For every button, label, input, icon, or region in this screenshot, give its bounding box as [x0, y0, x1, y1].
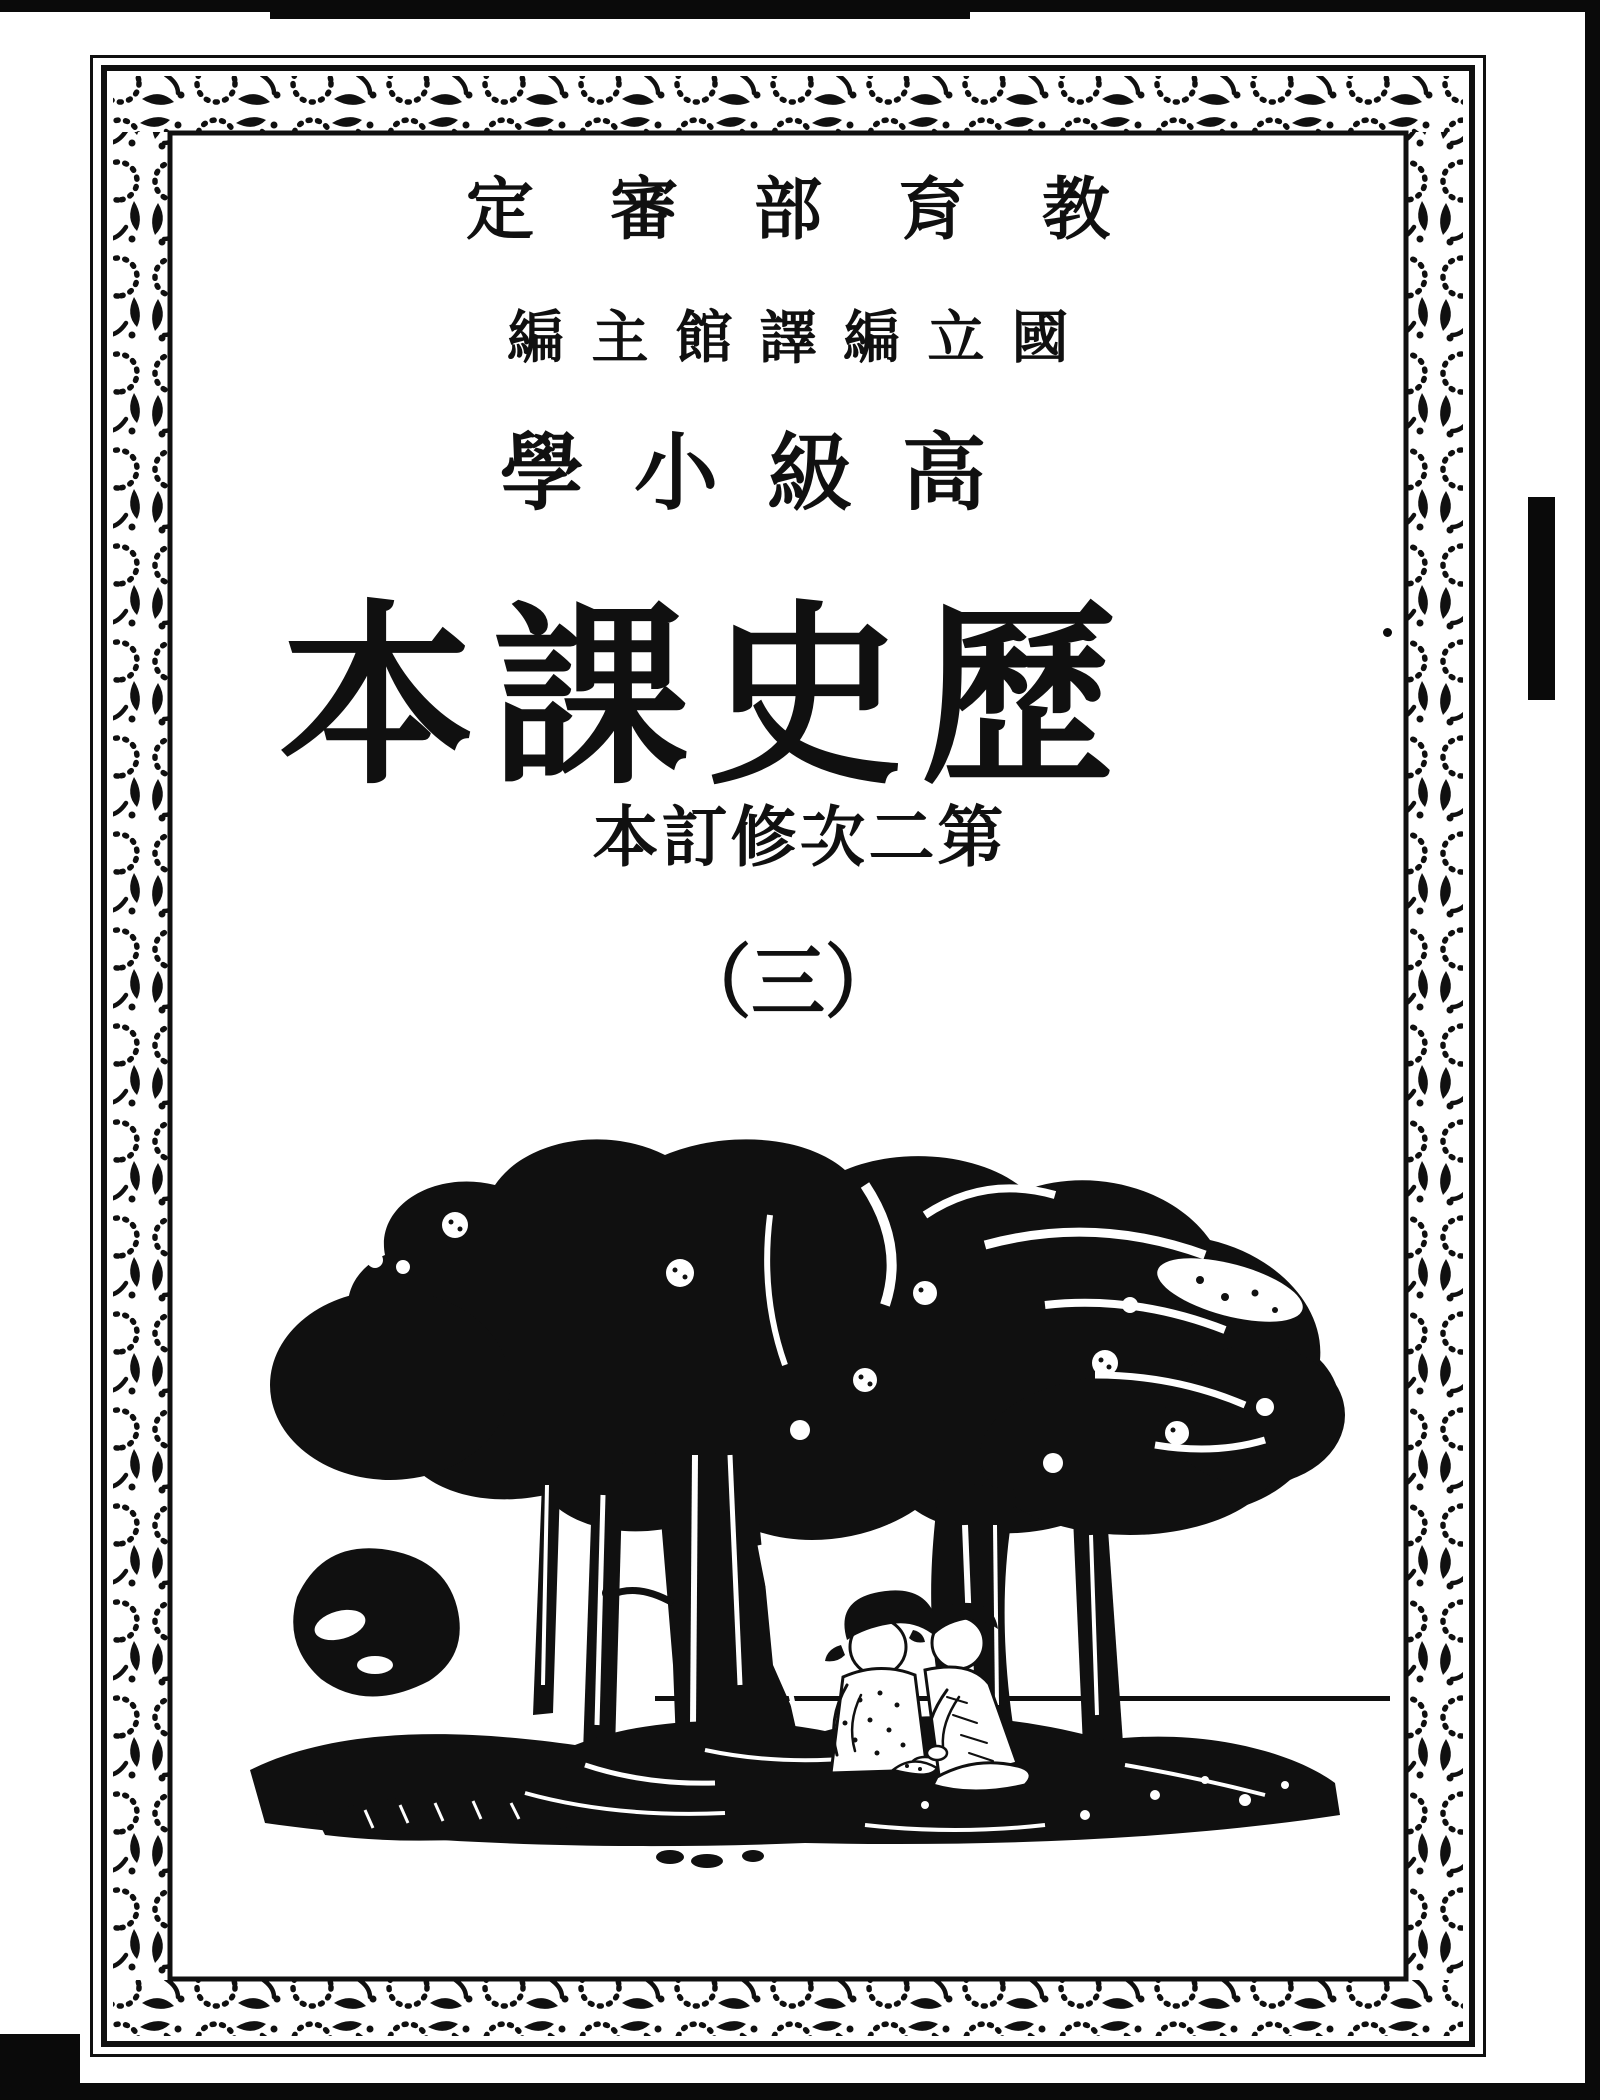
scan-edge-top-blob [270, 10, 970, 19]
ground-and-roots [250, 1716, 1340, 1868]
tree-canopy [270, 1139, 1345, 1540]
banyan-tree-with-children-illustration [225, 1125, 1405, 1870]
scan-edge-right [1585, 0, 1600, 2100]
volume-number-text: （三） [677, 935, 899, 1029]
approval-line-text: 定審部育教 [465, 170, 1186, 250]
grade-line-text: 學小級高 [499, 423, 1036, 522]
grade-line [125, 406, 1361, 527]
publisher-line-text: 編主館譯編立國 [507, 304, 1096, 371]
pebbles [656, 1850, 764, 1868]
edition-line [180, 784, 1416, 879]
scan-edge-bottom [0, 2083, 1600, 2100]
book-title-text: 本課史歷 [278, 582, 1135, 812]
approval-line [170, 156, 1406, 253]
edition-line-text: 本訂修次二第 [592, 798, 1007, 876]
rock [293, 1548, 460, 1696]
volume-number [170, 918, 1406, 1033]
book-title [80, 540, 1316, 822]
publisher-line [170, 292, 1406, 374]
ink-dot-artifact [1383, 628, 1392, 637]
scan-corner-blob [0, 2034, 80, 2092]
twig [611, 1591, 673, 1604]
scan-bar-artifact [1528, 497, 1555, 700]
